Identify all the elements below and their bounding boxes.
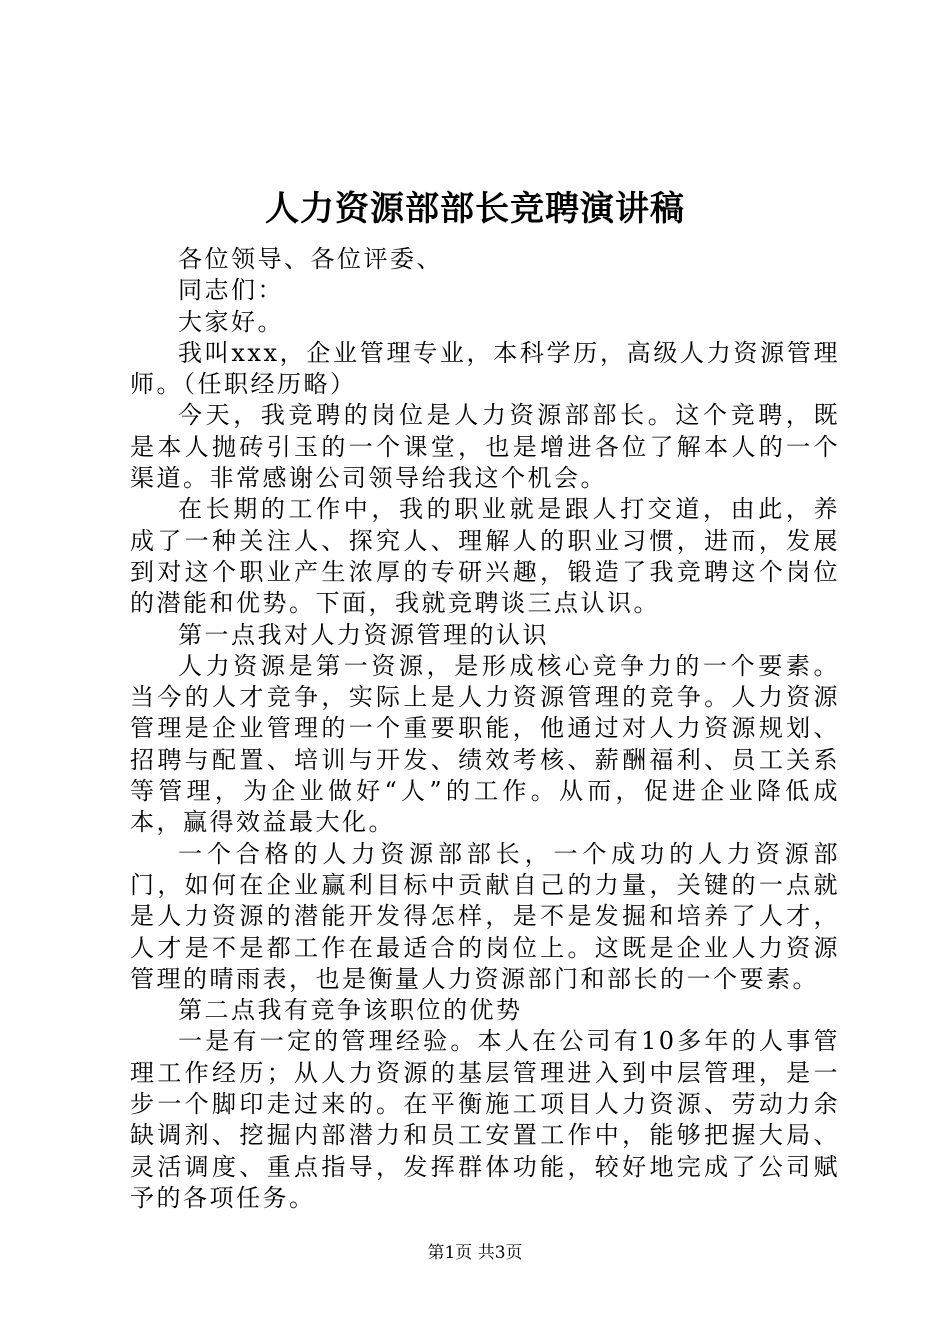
paragraph: 我叫xxx，企业管理专业，本科学历，高级人力资源管理师。（任职经历略） <box>130 338 840 399</box>
section-heading: 第二点我有竞争该职位的优势 <box>178 996 523 1025</box>
document-body <box>130 244 840 1214</box>
paragraph: 大家好。 <box>178 307 284 336</box>
paragraph: 同志们： <box>178 276 284 305</box>
paragraph: 今天，我竞聘的岗位是人力资源部部长。这个竞聘，既是本人抛砖引玉的一个课堂，也是增进各位了解本人的一个渠道。非常感谢公司领导给我这个机会。 <box>130 401 840 493</box>
paragraph: 一是有一定的管理经验。本人在公司有10多年的人事管理工作经历；从人力资源的基层管理进入到中层管理，是一步一个脚印走过来的。在平衡施工项目人力资源、劳动力余缺调剂、挖掘内部潜力和员工安置工作中，能够把握大局、灵活调度、重点指导，发挥群体功能，较好地完成了公司赋予的各项任务。 <box>130 1027 840 1212</box>
paragraph: 在长期的工作中，我的职业就是跟人打交道，由此，养成了一种关注人、探究人、理解人的职业习惯，进而，发展到对这个职业产生浓厚的专研兴趣，锻造了我竞聘这个岗位的潜能和优势。下面，我就竞聘谈三点认识。 <box>130 495 840 618</box>
paragraph: 人力资源是第一资源，是形成核心竞争力的一个要素。当今的人才竞争，实际上是人力资源管理的竞争。人力资源管理是企业管理的一个重要职能，他通过对人力资源规划、招聘与配置、培训与开发、绩效考核、薪酬福利、员工关系等管理，为企业做好“人”的工作。从而，促进企业降低成本，赢得效益最大化。 <box>130 651 840 837</box>
page-number-footer: 第1页 共3页 <box>427 1243 523 1263</box>
paragraph: 一个合格的人力资源部部长，一个成功的人力资源部门，如何在企业赢利目标中贡献自己的力量，关键的一点就是人力资源的潜能开发得怎样，是不是发掘和培养了人才，人才是不是都工作在最适合的岗位上。这既是企业人力资源管理的晴雨表，也是衡量人力资源部门和部长的一个要素。 <box>130 839 840 993</box>
document-title: 人力资源部部长竞聘演讲稿 <box>265 189 685 229</box>
section-heading: 第一点我对人力资源管理的认识 <box>178 620 549 649</box>
paragraph: 各位领导、各位评委、 <box>178 245 443 273</box>
